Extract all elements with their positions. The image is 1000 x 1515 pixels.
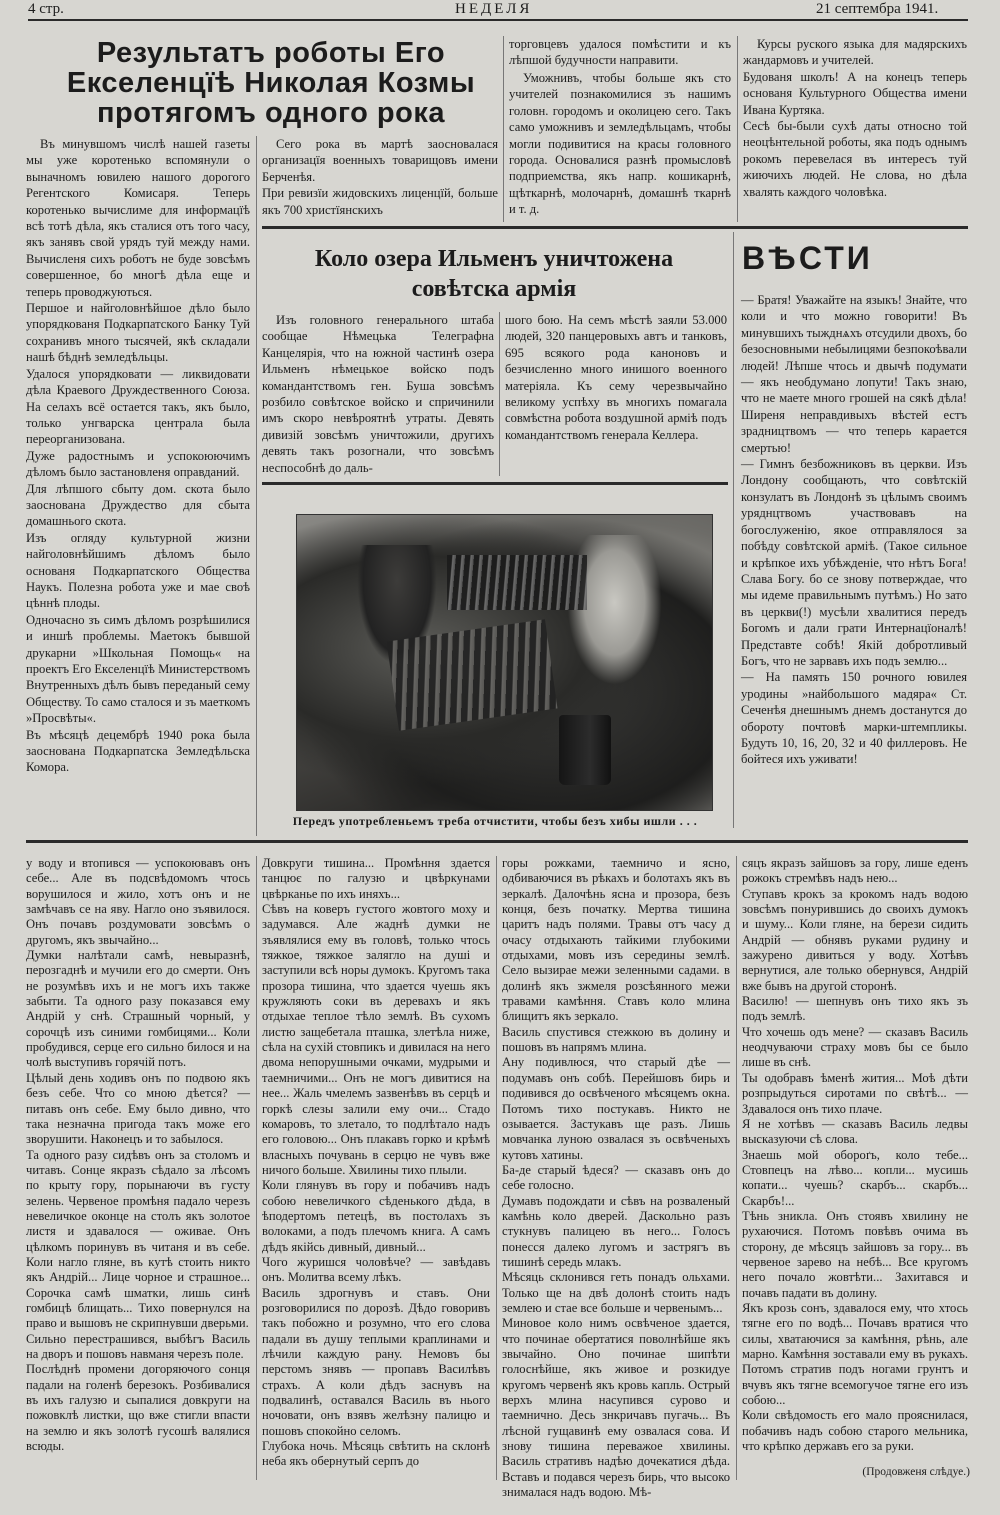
ilmen-article-title xyxy=(262,244,726,306)
story-column-3: горы рожками, таемничо и ясно, одбиваючися въ рѣкахъ и болотахъ якъ въ зеркалѣ. Далочѣнь ясна и прозора, безъ конця, безъ початку. Мертва тишина царитъ надъ полями. Травы отъ часу д очасу отдыхають тайкими глубокими отдыхами, мовъ изъ середины землѣ. Село вызирае межи зеленными садами. в долинѣ якъ зжмеля розсѣянного межи травами камѣння. Ставъ коло млина блищитъ якъ зеркало. Василь спустився стежкою въ долину и пошовъ въ напрямъ млина. Ану подивлюся, что старый дѣе — подумавъ онъ собѣ. Перейшовъ бирь и подивився до освѣченого мѣсяцемъ окна. Потомъ тихо постукавъ. Никто не озывается. Застукавъ ще разъ. Лишь мовчанка луною озвалася зъ освѣченыхъ кутовъ хатины. Ба-де старый ѣдеся? — сказавъ онъ до себе голосно. Думавъ подождати и сѣвъ на розваленый камѣнь коло дверей. Даскольно разъ стукнувъ палицею въ него... Голосъ понесся далеко лугомъ и застрягъ въ тишинѣ середь млакъ. Мѣсяць склонився геть понадъ ольхами. Только ще на двѣ долонѣ стоить надъ землею и стае все больше и червенымъ... Миновое коло нимъ освѣченое здается, что починае обертатися поволнѣйше якъ звычайно. Оно починае шипѣти голоснѣйше, якъ живое и розкидуе кругомъ червенѣ якъ кровь капль. Острый верхъ млина насупився сурово и таемнично. Десь знкричавъ пугачь... Въ лѣсной гущавинѣ ему озвалася сова. И знову тишина переважое хвилины. Василь стративъ надѣю дочекатися дѣда. Вставъ и подався черезъ бирь, что высоко знималася надъ водою. Мѣ- xyxy=(502,856,730,1500)
ilmen-title-line: совѣтска армія xyxy=(411,276,577,302)
story-top-rule xyxy=(26,840,968,843)
section-rule xyxy=(262,482,728,485)
column-divider xyxy=(736,856,737,1480)
story-column-1: у воду и втопився — успокоювавъ онъ себе... Але въ подсвѣдомомъ чтось ворушилося и жило, хотъ онъ и не замѣчавъ се на яву. Нагло оно зъявилося. Онъ почавъ роздумовати зовсѣмъ о другомъ, якъ звычайно... Думки налѣтали самѣ, невыразнѣ, перозгаднѣ и мучили его до смерти. Онъ не розумѣвъ ихъ и не могъ ихъ также забыти. Та одного разу показався ему Андрій у снѣ. Страшный чорный, у сорочцѣ изъ синими гомбицями... Коли пробудився, серце его сильно билося и на чолѣ выступивъ горячій потъ. Цѣлый день ходивъ онъ по подвою якъ безъ себе. Что со мною дѣется? — питавъ онъ себе. Ему было дивно, что така незначна пригода такъ може его зворушити. Наконецъ и то забылося. Та одного разу сидѣвъ онъ за столомъ и читавъ. Сонце якразъ сѣдало за лѣсомъ по крыту гору, порынаючи въ густу зелень. Червеное промѣня падало черезъ невеличкое оконце на столъ якъ золотое листя и здавалося — оживае. Онъ цѣлкомъ поринувъ въ читаня и въ себе. Коли нагло гляне, въ кутѣ стоить никто якъ Андрій... Лице чорное и страшное... Сорочка самѣ шматки, лишь синѣ гомбицѣ блищать... Тихо повернулся на право и вышовъ не скрипнувши дверьми. Сильно перестрашився, выбѣгъ Василь на дворъ и пошовъ навманя черезъ поле. Послѣднѣ промени догоряючого сонця падали на голенѣ березокъ. Розбивалися въ ихъ галузю и сыпалися довкруги на пожовклѣ листки, що вже стигли впасти на землю и якъ золотѣ гусошѣ валялися всюды. xyxy=(26,856,250,1454)
vesti-column: — Братя! Уважайте на языкъ! Знайте, что коли и что можно говорити! Въ минувшихъ тыжднѧхъ отсудили двохъ, бо безосновными небылицями безпокоѣвали людей! Лѣпше чтось и двычѣ подумати — якъ необдумано лопути! Такъ знаю, что не маете много грошей на сякѣ дѣла! Ширеня неправдивыхъ вѣстей естъ зрадництвомъ — что теперь карается смертью! — Гимнъ безбожниковъ въ церкви. Изъ Лондону сообщають, что совѣтскій конзулатъ въ Лондонѣ зъ цѣлымъ своимъ уряднцтвомъ участвовавъ на богослуженію, якое отправлялося за побѣду совѣтской арміѣ. (Такое сильное и крѣпкое ихъ убѣжденіе, что нѣтъ Бога! Слава Богу. бо се знову потверждае, что мы идеме правильнымъ путѣмъ.) Но зато въ церкви(!) мусѣли хвалитися передъ Богомъ и дали грати Интернацїоналѣ! Представте собѣ! Якій добротливый Богъ, что не зарвавъ ихъ подъ землю... — На память 150 рочного ювилея уродины »найбольшого мадяра« Ст. Сеченѣя днешнымъ днемъ достанутся до обороту почтовѣ марки-штемпликы. Будуть 10, 16, 20, 32 и 40 филлеровъ. Не бойтеся ихъ уживати! xyxy=(741,293,967,767)
top-article-column-3-top: торговцевъ удалося помѣстити и къ лѣпшой будучности направити. xyxy=(509,37,731,68)
section-rule xyxy=(262,226,968,229)
header-rule xyxy=(28,19,968,21)
column-divider xyxy=(503,36,504,222)
story-column-4: сяцъ якразъ зайшовъ за гору, лише еденъ рожокъ стремѣвъ надъ нею... Ступавъ крокъ за крокомъ надъ водою зовсѣмъ понурившись до своихъ думокъ и шуму... Коли гляне, на берези сидить Андрій — обнявъ руками рудину и зажурено дивиться у воду. Хотѣвъ вернутися, але только обернувся, Андрій вже бывъ на другой сторонѣ. Василю! — шепнувъ онъ тихо якъ зъ подъ землѣ. Что хочешь одъ мене? — сказавъ Василь неодчуваючи страху мовъ бы се было лише въ снѣ. Ты одобравъ ѣменѣ жития... Моѣ дѣти розпрыдуться сиротами по свѣтѣ... — Здавалося онъ тихо плаче. Я не хотѣвъ — сказавъ Василь ледвы высказуючи сѣ слова. Знаешь мой обороґъ, коло тебе... Стовпецъ на лѣво... копли... мусишь копати... чуешь? скарбъ... скарбъ... Скарбъ!... Тѣнь зникла. Онъ стоявъ хвилину не рухаючися. Потомъ повѣвъ очима въ сторону, де мѣсяцъ зайшовъ за гору... въ червеное зарево на небѣ... Все кругомъ него почало жовтѣти... Захитався и почавъ падати въ долину. Якъ крозь сонъ, здавалося ему, что хтось тягне его по водѣ... Почавъ вратися что силы, хватаючися за камѣння, рѣнь, але марно. Камѣння зоставали ему въ рукахъ. Потомъ стратив подъ ногами грунтъ и вчувъ якъ тягне всемогучое тягне его изъ собою... Коли свѣдомость его мало прояснилася, побачивъ надъ собою старого мельника, что крѣпко державъ его за руки. xyxy=(742,856,968,1454)
photo-caption: Передъ употребленьемъ треба отчистити, чтобы безъ хибы ишли . . . xyxy=(292,814,698,828)
ilmen-title-line: Коло озера Ильменъ уничтожена xyxy=(314,246,674,272)
column-divider xyxy=(256,136,257,836)
photo-shell-row xyxy=(447,555,587,610)
story-column-2: Довкруги тишина... Промѣння здается танцює по галузю и цвѣркунами цвѣрканье по ихъ иняхъ... Сѣвъ на коверъ густого жовтого моху и задумався. Але жаднѣ думки не зъявлялися ему въ головѣ, только чтось тяжкое, тяжкое залягло на душі и заступили всѣ норы думокъ. Кругомъ така прозора тишина, что здается чуешь якъ кружляють соки въ деревахъ и якъ отдыхае теплое тѣло землѣ. Въ сухомъ листю защебетала пташка, злетѣла ниже, сѣла на сухій стовпикъ и дивилася на него двома непорушными очками, мудрыми и таемничими... Онъ не могъ дивитися на нее... Жаль чмелемъ зазвенѣвъ въ серцѣ и горкѣ слезы залили ему очи... Стадо комаровъ, то злетало, то подлѣтало надъ его головою... Онъ плакавъ горко и крѣмѣ власныхъ почувань в серцю не чувъ вже ничого больше. Хвилины тихо плыли. Коли глянувъ въ гору и побачивъ надъ собою невеличкого сѣденького дѣда, в ѣподертомъ петецѣ, въ постолахъ зъ волоками, а подъ плечомъ книга. А самъ дѣдъ якійсь дивный, дивный... Чого журишся чоловѣче? — завѣдавъ онъ. Молитва всему лѣкъ. Василь здрогнувъ и ставъ. Они розговорилися по дорозѣ. Дѣдо говоривъ такъ побожно и розумно, что его слова падали въ душу теплыми краплинами и лѣчили каждую рану. Немовъ бы перстомъ знявъ — пропавъ Василѣвъ страхъ. А коли дѣдъ заснувъ на подвалинѣ, оставался Василь въ нього ночовати, онъ взявъ желѣзну палицю и пошовъ спокойно селомъ. Глубока ночь. Мѣсяць свѣтить на склонѣ неба якъ обернутый серпъ до xyxy=(262,856,490,1469)
newspaper-name: НЕДЕЛЯ xyxy=(455,1,533,17)
to-be-continued: (Продовженя слѣдуе.) xyxy=(862,1466,970,1478)
issue-date: 21 септембра 1941. xyxy=(816,1,939,17)
ilmen-article-column-1: Изъ головного генерального штаба сообщае Нѣмецька Телеграфна Канцелярія, что на южной частинѣ озера Ильменъ нѣмецькое войско подъ командантствомъ ген. Буша зовсѣмъ розбило совѣтское войско и спричинили имъ скоро невѣроятнѣ утраты. Девять дивизій зовсѣмъ уничтожили, другихъ девять такъ розогнали, что зовсѣмъ неспособнѣ до даль- xyxy=(262,313,494,475)
ilmen-article-column-2: шого бою. На семъ мѣстѣ заяли 53.000 людей, 320 панцеровыхъ автъ и танковъ, 695 всякого рода каноновъ и безчисленно много инишого военного матеріяла. Къ сему черезвычайно великому успѣху въ многихъ помагала совмѣстна робота воздушной арміѣ подъ командантствомъ генерала Келлера. xyxy=(505,313,727,442)
photo-canister xyxy=(559,715,611,785)
column-divider xyxy=(256,856,257,1480)
column-divider xyxy=(499,312,500,476)
top-article-title xyxy=(34,38,508,134)
top-title-line: Результатъ роботы Его xyxy=(96,37,446,69)
column-divider xyxy=(737,36,738,222)
column-divider xyxy=(733,232,734,828)
top-title-line: протягомъ одного рока xyxy=(96,97,446,129)
page-number: 4 стр. xyxy=(28,1,64,17)
top-article-column-4: Курсы руского языка для мадярскихъ жандармовъ и учителей. Будованя школъ! А на конецъ теперь основаня Культурного Общества имени Ивана Куртяка. Сесѣ бы-были сухѣ даты относно той неоцѣнтельной роботы, яка подъ однымъ рокомъ перевелася въ интересъ туй жиючихъ людей. Не слова, но дѣла хвалять каждого чоловѣка. xyxy=(743,37,967,199)
vesti-heading: ВѢСТИ xyxy=(742,240,873,276)
top-article-column-3: Уможнивъ, чтобы больше якъ сто учителей познакомилися зъ нашимъ головн. городомъ и околицею сего. Такъ само уможнивъ и земледѣльцамъ, чтобы могли подивитися на красы головного города. Основалися разнѣ промысловѣ подприемства, якъ напр. кошикарнѣ, щѣткарнѣ, молочарнѣ, домашнѣ ткарнѣ и т. д. xyxy=(509,71,731,217)
munitions-photo xyxy=(296,514,713,811)
top-article-column-2-lower: Сего рока въ мартѣ заосновалася организацїя военныхъ товарищовъ имени Берченѣя. При ревизїи жидовскихъ лиценцїй, больше якъ 700 христїянскихъ xyxy=(262,137,498,217)
column-divider xyxy=(496,856,497,1480)
top-title-line: Екселенцїѣ Николая Козмы xyxy=(66,67,476,99)
top-article-column-1: Въ минувшомъ числѣ нашей газеты мы уже коротенько вспомянули о выначномъ ювилею нашого дорогого Регентского Комисаря. Теперь коротенько вычислиме для информацїѣ всѣ тотѣ дѣла, якъ сталися отъ того часу, якъ занявъ свой урядъ туй между нами. Вычисленя сихъ роботъ не буде зовсѣмъ совершенное, бо многѣ дѣла еще и теперь проводжуються. Першое и найголовнѣйшое дѣло было упорядкованя Подкарпатского Банку Туй сохранивъ много тысячей, якѣ складали нашѣ бѣднѣ земледѣльцы. Удалося упорядковати — ликвидовати дѣла Краевого Друждественного Союза. На селахъ всё остается такъ, якъ было, только унгварска централа была переорганизована. Дуже радостнымъ и успокоюючимъ дѣломъ было застановленя оправданий. Для лѣпшого сбыту дом. скота было заоснована Друждество для сбыта домашнього скота. Изъ огляду культурной жизни найголовнѣйшимъ дѣломъ было основаня Подкарпатского Общества Наукъ. Полезна робота уже и мае своѣ цѣннѣ плоды. Одночасно зъ симъ дѣломъ розрѣшилися и иншѣ проблемы. Маетокъ бывшой друкарни »Школьная Помощь« на проектъ Его Екселенцїѣ Министерствомъ Внутренныхъ дѣлъ бывъ переданый сему Обществу. То само сталося и зъ маеткомъ »Просвѣты«. Въ мѣсяцѣ децембрѣ 1940 рока была заоснована Подкарпатска Земледѣльска Комора. xyxy=(26,137,250,775)
